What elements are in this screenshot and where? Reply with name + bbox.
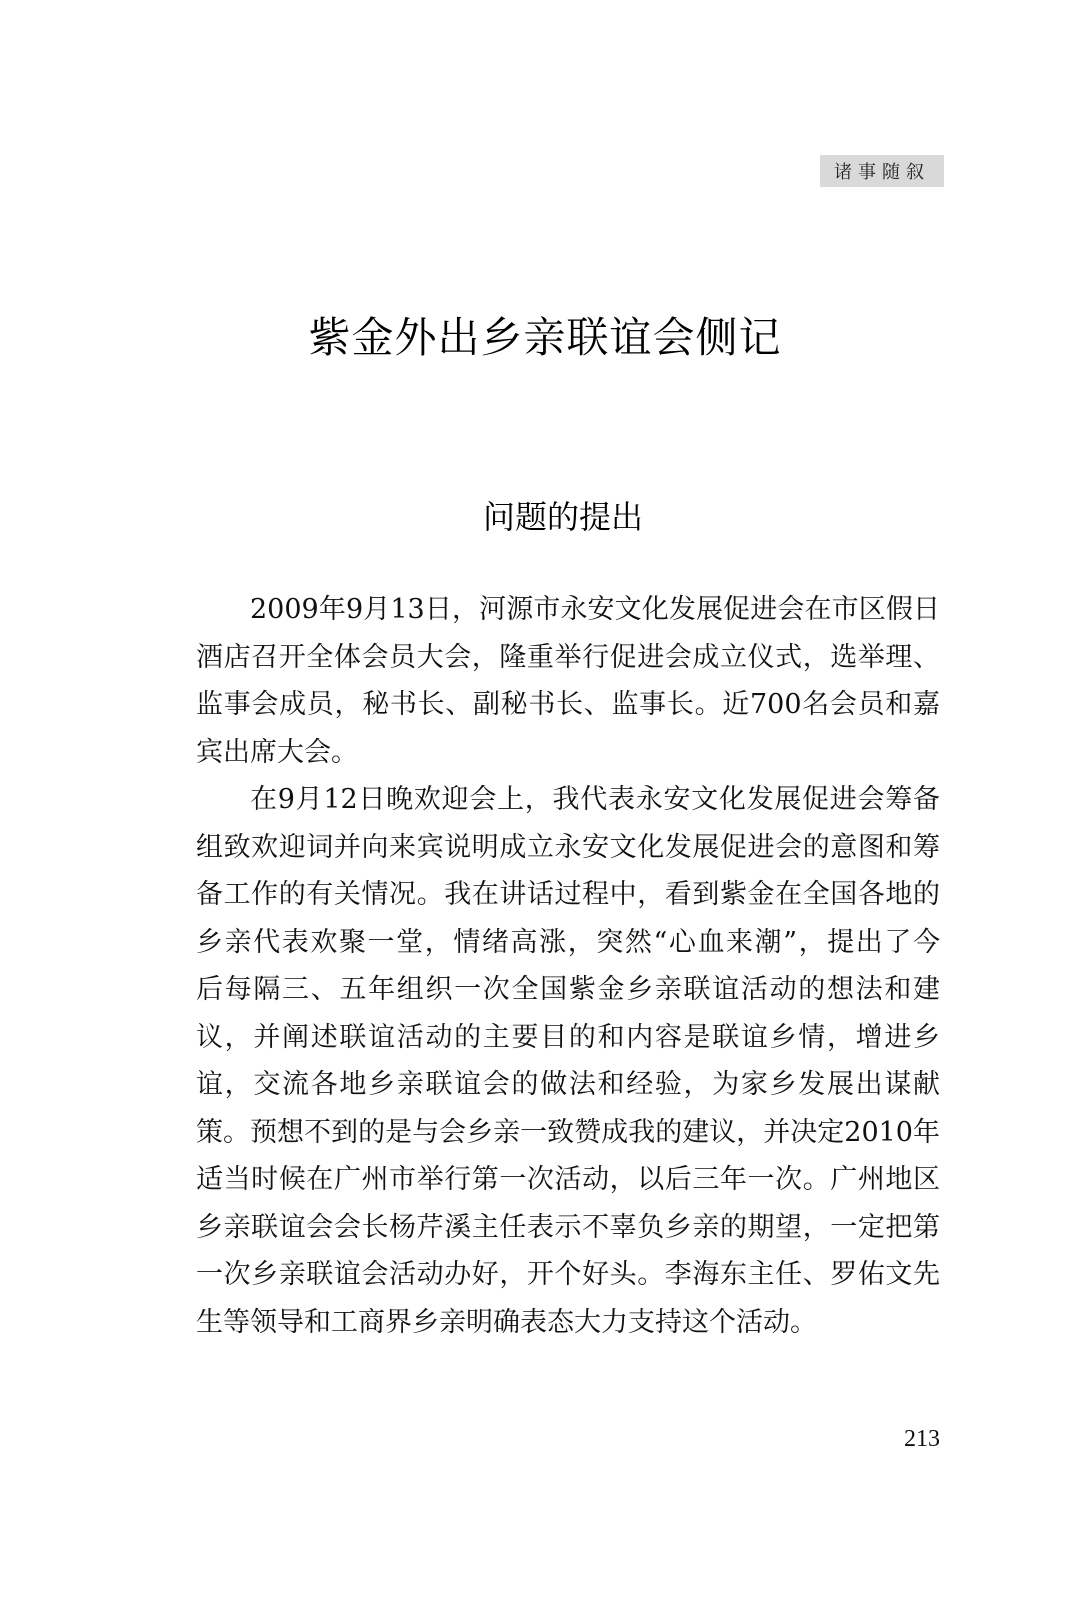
text-line: 一次乡亲联谊会活动办好，开个好头。李海东主任、罗佑文先 bbox=[196, 1259, 940, 1290]
text-line: 谊，交流各地乡亲联谊会的做法和经验，为家乡发展出谋献 bbox=[196, 1069, 940, 1100]
text-line: 监事会成员，秘书长、副秘书长、监事长。近700名会员和嘉 bbox=[196, 689, 940, 720]
section-subtitle: 问题的提出 bbox=[482, 498, 643, 536]
text-line: 后每隔三、五年组织一次全国紫金乡亲联谊活动的想法和建 bbox=[196, 974, 940, 1005]
text-line: 酒店召开全体会员大会，隆重举行促进会成立仪式，选举理、 bbox=[196, 641, 940, 673]
paragraph bbox=[196, 776, 940, 1346]
text-line: 2009年9月13日，河源市永安文化发展促进会在市区假日 bbox=[250, 594, 940, 625]
text-line: 乡亲联谊会会长杨芹溪主任表示不辜负乡亲的期望，一定把第 bbox=[196, 1211, 940, 1243]
text-line: 策。预想不到的是与会乡亲一致赞成我的建议，并决定2010年 bbox=[196, 1116, 940, 1148]
section-tab: 诸事随叙 bbox=[820, 155, 944, 187]
article-body bbox=[196, 586, 940, 1346]
text-line: 组致欢迎词并向来宾说明成立永安文化发展促进会的意图和筹 bbox=[196, 831, 940, 863]
text-line: 在9月12日晚欢迎会上，我代表永安文化发展促进会筹备 bbox=[250, 784, 940, 815]
text-line: 生等领导和工商界乡亲明确表态大力支持这个活动。 bbox=[196, 1306, 817, 1338]
article-title: 紫金外出乡亲联谊会侧记 bbox=[308, 313, 782, 362]
text-line: 适当时候在广州市举行第一次活动，以后三年一次。广州地区 bbox=[196, 1164, 940, 1195]
text-line: 议，并阐述联谊活动的主要目的和内容是联谊乡情，增进乡 bbox=[196, 1021, 940, 1053]
text-line: 宾出席大会。 bbox=[196, 736, 358, 768]
page-number: 213 bbox=[904, 1426, 940, 1452]
paragraph bbox=[196, 586, 940, 776]
text-line: 乡亲代表欢聚一堂，情绪高涨，突然“心血来潮”，提出了今 bbox=[196, 926, 940, 958]
text-line: 备工作的有关情况。我在讲话过程中，看到紫金在全国各地的 bbox=[196, 879, 940, 910]
